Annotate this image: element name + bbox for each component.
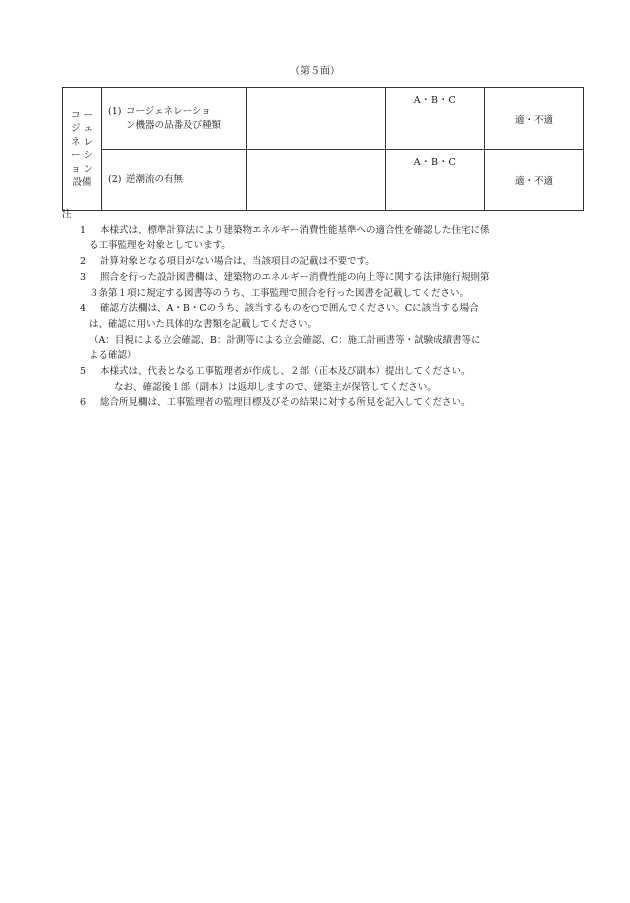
- item-number: (2): [108, 174, 122, 185]
- note-item: 1 本様式は、標準計算法により建築物エネルギー消費性能基準への適合性を確認した住宅に係: [79, 224, 490, 236]
- notes-heading: 注: [62, 209, 72, 220]
- category-label: [63, 109, 101, 177]
- item-number: (1): [108, 105, 122, 117]
- item-label-cont: ン機器の品番及び種類: [126, 119, 222, 131]
- method-cell[interactable]: A・B・C: [386, 88, 485, 150]
- note-item: 4 確認方法欄は、A・B・Cのうち、該当するものを○で囲んでください。Cに該当する場合: [79, 303, 479, 315]
- note-continuation: は、確認に用いた具体的な書類を記載してください。: [89, 318, 318, 330]
- judge-cell[interactable]: 適・不適: [485, 150, 584, 211]
- design-document-cell[interactable]: [247, 88, 386, 150]
- note-item: 6 総合所見欄は、工事監理者の監理目標及びその結果に対する所見を記入してください。: [79, 397, 471, 409]
- table-row: [63, 88, 584, 150]
- page-number: （第５面）: [290, 66, 340, 77]
- note-item: 2 計算対象となる項目がない場合は、当該項目の記載は不要です。: [79, 256, 375, 268]
- item-label: コージェネレーショ: [126, 105, 211, 117]
- notes-section: [62, 207, 587, 411]
- cogeneration-table: [62, 87, 584, 211]
- category-cell: [63, 88, 102, 211]
- note-continuation: ３条第１項に規定する図書等のうち、工事監理で照合を行った図書を記載してください。: [89, 287, 470, 299]
- note-item: 3 照合を行った設計図書欄は、建築物のエネルギー消費性能の向上等に関する法律施行規則第: [79, 271, 490, 283]
- note-continuation: る工事監理を対象としています。: [89, 240, 231, 252]
- note-parenthetical: （A：目視による立会確認、B：計測等による立会確認、C：施工計画書等・試験成績書等に: [89, 334, 481, 346]
- item-cell: [102, 88, 247, 150]
- item-cell: [102, 150, 247, 211]
- note-continuation: なお、確認後１部（副本）は返却しますので、建築主が保管してください。: [114, 381, 437, 393]
- method-cell[interactable]: A・B・C: [386, 150, 485, 211]
- category-label-bottom: 設備: [72, 177, 92, 189]
- category-col-right: ー ェ レ シ ン: [83, 109, 94, 175]
- judge-cell[interactable]: 適・不適: [485, 88, 584, 150]
- category-col-left: コ ジ ネ ー ョ: [70, 109, 81, 175]
- table-row: [63, 150, 584, 211]
- note-item: 5 本様式は、代表となる工事監理者が作成し、２部（正本及び副本）提出してください。: [79, 366, 471, 378]
- item-label: 逆潮流の有無: [126, 174, 184, 185]
- note-parenthetical-cont: よる確認）: [89, 350, 137, 362]
- design-document-cell[interactable]: [247, 150, 386, 211]
